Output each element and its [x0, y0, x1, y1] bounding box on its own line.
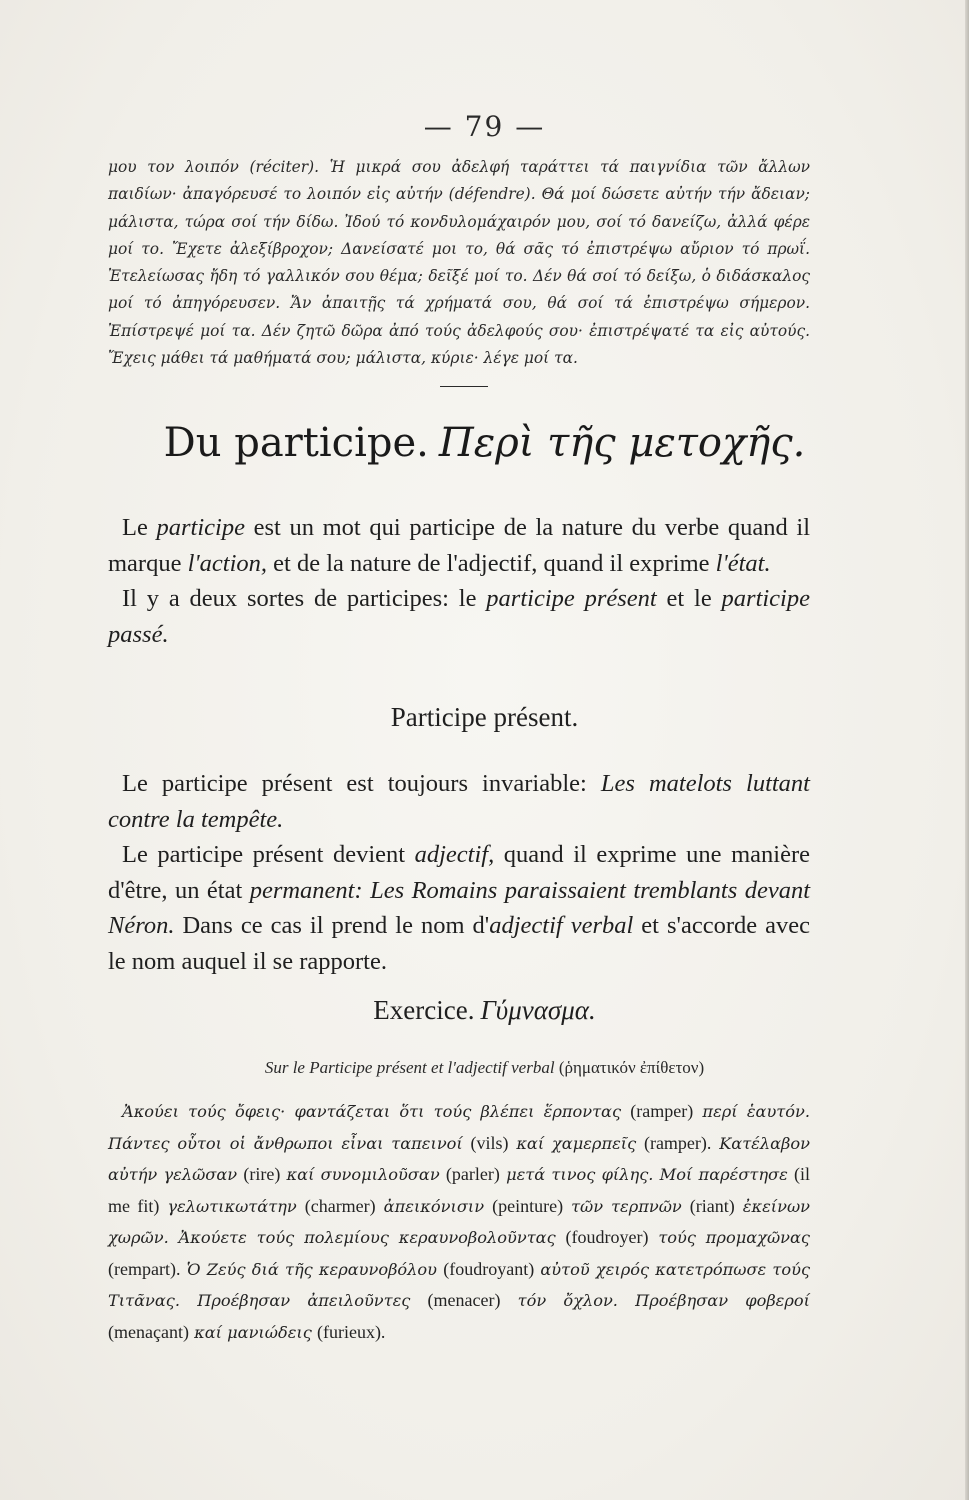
exercise-heading-french: Exercice.	[373, 995, 475, 1025]
exercise-caption-greek: (ῥηματικόν ἐπίθετον)	[558, 1058, 705, 1077]
exercise-paragraph: Ἀκούει τούς ὄφεις· φαντάζεται ὅτι τούς βλέπει ἕρποντας (ramper) περί ἑαυτόν. Πάντες οὗτοι οἱ ἄνθρωποι εἶναι ταπεινοί (vils) καί χαμερπεῖς (ramper). Κατέλαβον αὐτήν γελῶσαν (rire) καί συνομιλοῦσαν (parler) μετά τινος φίλης. Μοί παρέστησε (il me fit) γελωτικωτάτην (charmer) ἀπεικόνισιν (peinture) τῶν τερπνῶν (riant) ἐκείνων χωρῶν. Ἀκούετε τούς πολεμίους κεραυνοβολοῦντας (foudroyer) τούς προμαχῶνας (rempart). Ὁ Ζεύς διά τῆς κεραυνοβόλου (foudroyant) αὐτοῦ χειρός κατετρόπωσε τούς Τιτᾶνας. Προέβησαν ἀπειλοῦντες (menacer) τόν ὄχλον. Προέβησαν φοβεροί (menaçant) καί μανιώδεις (furieux).	[108, 1101, 811, 1342]
greek-exercise-continuation	[108, 154, 810, 372]
definition-paragraph: Le participe est un mot qui participe de la nature du verbe quand il marque l'action, et de la nature de l'adjectif, quand il exprime l'état.	[108, 514, 810, 577]
exercise-caption	[0, 1058, 969, 1078]
greek-paragraph: μου τον λοιπόν (réciter). Ἡ μικρά σου ἀδελφή ταράττει τά παιγνίδια τῶν ἄλλων παιδίων· ἀπαγόρευσέ το λοιπόν εἰς αὐτήν (défendre). Θά μοί δώσετε αὐτήν τήν ἄδειαν; μάλιστα, τώρα σοί τήν δίδω. Ἰδού τό κονδυλομάχαιρόν μου, σοί τό δανείζω, ἀλλά φέρε μοί το. Ἔχετε ἀλεξίβροχον; Δανείσατέ μοι το, θά σᾶς τό ἐπιστρέψω αὔριον τό πρωΐ. Ἐτελείωσας ἤδη τό γαλλικόν σου θέμα; δεῖξέ μοί το. Δέν θά σοί τό δείξω, ὁ διδάσκαλος μοί τό ἀπηγόρευσεν. Ἄν ἀπαιτῇς τά χρήματά σου, θά σοί τά ἐπιστρέψω σήμερον. Ἐπίστρεψέ μοί τα. Δέν ζητῶ δῶρα ἀπό τούς ἀδελφούς σου· ἐπιστρέψατέ τα εἰς αὐτούς. Ἔχεις μάθει τά μαθήματά σου; μάλιστα, κύριε· λέγε μοί τα.	[108, 158, 810, 368]
section-heading-present: Participe présent.	[390, 702, 579, 732]
exercise-caption-french: Sur le Participe présent et l'adjectif verbal	[264, 1058, 555, 1077]
section-divider	[440, 386, 488, 387]
adjective-rule-paragraph: Le participe présent devient adjectif, quand il exprime une manière d'être, un état permanent: Les Romains paraissaient tremblants devant Néron. Dans ce cas il prend le nom d'adjectif verbal et s'accorde avec le nom auquel il se rapporte.	[108, 841, 811, 975]
kinds-paragraph: Il y a deux sortes de participes: le participe présent et le participe passé.	[108, 585, 810, 648]
chapter-title	[0, 420, 969, 466]
invariable-rule-paragraph: Le participe présent est toujours invariable: Les matelots luttant contre la tempête.	[108, 770, 810, 833]
chapter-title-greek: Περὶ τῆς μετοχῆς.	[438, 420, 806, 466]
present-participle-section	[108, 766, 810, 979]
exercise-heading	[0, 995, 969, 1026]
definition-section	[108, 510, 810, 652]
page-number: — 79 —	[423, 110, 546, 143]
chapter-title-french: Du participe.	[163, 420, 429, 466]
page-edge-shadow	[965, 0, 969, 1500]
exercise-body	[108, 1096, 810, 1348]
exercise-heading-greek: Γύμνασμα.	[480, 995, 596, 1025]
